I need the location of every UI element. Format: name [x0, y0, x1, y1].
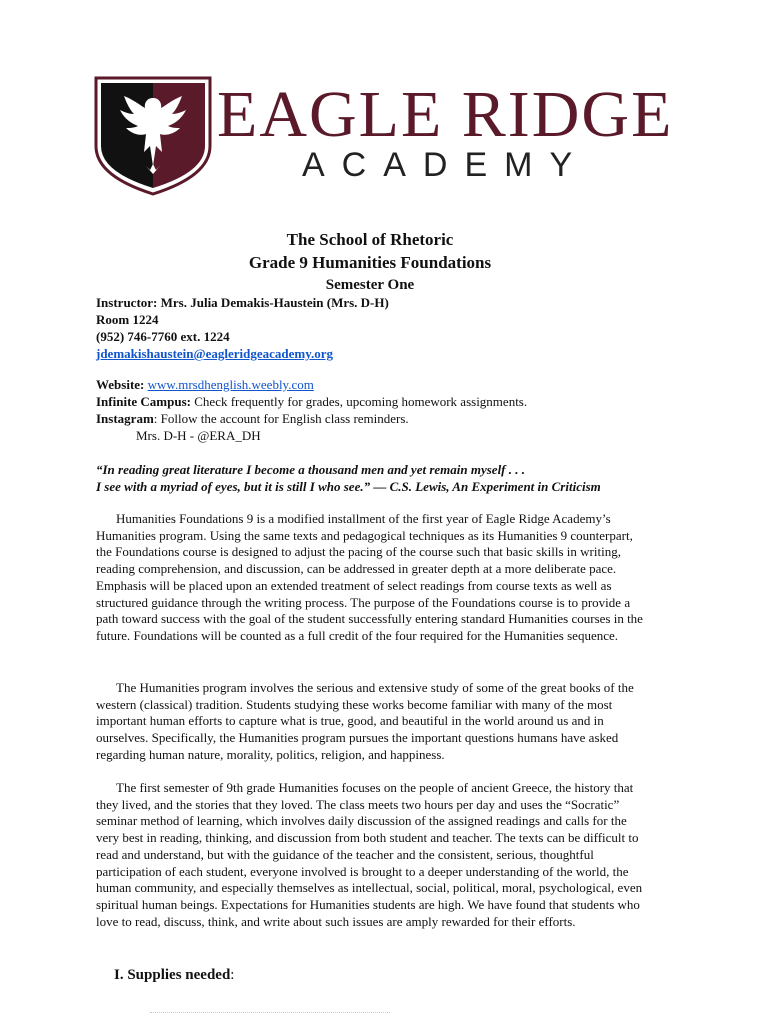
course-title: Grade 9 Humanities Foundations [248, 253, 492, 272]
eagle-shield-icon [94, 76, 212, 196]
instructor-name: Instructor: Mrs. Julia Demakis-Haustein (Mrs. D-H) [96, 295, 389, 310]
instructor-contact [96, 294, 389, 362]
phone-number: (952) 746-7760 ext. 1224 [96, 329, 230, 344]
email-link[interactable]: jdemakishaustein@eagleridgeacademy.org [96, 346, 334, 361]
instagram-label: Instagram [96, 411, 154, 426]
instagram-text: : Follow the account for English class reminders. [153, 411, 409, 426]
course-links [96, 376, 527, 444]
logo-text-line2: ACADEMY [302, 146, 590, 184]
quote-line-1: “In reading great literature I become a thousand men and yet remain myself . . . [96, 462, 526, 477]
semester-title: Semester One [325, 277, 415, 293]
instagram-handle: Mrs. D-H - @ERA_DH [136, 428, 261, 443]
logo-text-line1: EAGLE RIDGE [217, 78, 674, 151]
school-logo [94, 76, 674, 196]
school-title: The School of Rhetoric [286, 230, 454, 249]
website-link[interactable]: www.mrsdhenglish.weebly.com [147, 377, 314, 392]
cut-off-text-line [150, 1012, 390, 1019]
section-suffix: : [230, 967, 235, 983]
campus-text: Check frequently for grades, upcoming homework assignments. [194, 394, 528, 409]
section-number: I. [114, 967, 124, 983]
paragraph-humanities-program: The Humanities program involves the serious and extensive study of some of the great books of the western (classical) tradition. Students studying these works become familiar with many of the most important human efforts to capture what is true, good, and beautiful in the world around us and in ourselves. Specifically, the Humanities program pursues the important questions humans have asked regarding human nature, morality, politics, religion, and happiness. [96, 680, 634, 762]
website-label: Website: [96, 377, 145, 392]
section-heading-supplies [114, 966, 234, 984]
campus-label: Infinite Campus: [96, 394, 191, 409]
paragraph-foundations: Humanities Foundations 9 is a modified installment of the first year of Eagle Ridge Academy’s Humanities program. Using the same texts and pedagogical techniques as its Humanities 9 counterpart, the Foundations course is designed to adjust the pacing of the course such that basic skills in writing, reading comprehension, and discussion, can be addressed in greater depth at a more deliberate pace. Emphasis will be placed upon an extended treatment of select readings from course texts as well as structured guidance through the writing process. The purpose of the Foundations course is to provide a path toward success with the goal of the student successfully entering standard Humanities courses in the future. Foundations will be counted as a full credit of the four required for the Humanities sequence. [96, 511, 643, 643]
paragraph-first-semester: The first semester of 9th grade Humanities focuses on the people of ancient Greece, the history that they lived, and the stories that they loved. The class meets two hours per day and uses the “Socratic” seminar method of learning, which involves daily discussion of the assigned readings and calls for the very best in reading, thinking, and discussion from both student and teacher. The texts can be difficult to read and understand, but with the guidance of the teacher and the consistent, serious, thoughtful participation of each student, everyone involved is brought to a deeper understanding of the world, the human community, and especially themselves as intellectual, social, political, moral, psychological, even spiritual human beings. Expectations for Humanities students are high. We have found that students who love to read, discuss, think, and write about such issues are amply rewarded for their efforts. [96, 780, 643, 929]
epigraph-quote [96, 461, 656, 495]
quote-line-2: I see with a myriad of eyes, but it is still I who see.” — C.S. Lewis, An Experiment in Criticism [96, 479, 601, 494]
section-title: Supplies needed [127, 967, 231, 983]
room-number: Room 1224 [96, 312, 159, 327]
document-header [0, 228, 740, 297]
